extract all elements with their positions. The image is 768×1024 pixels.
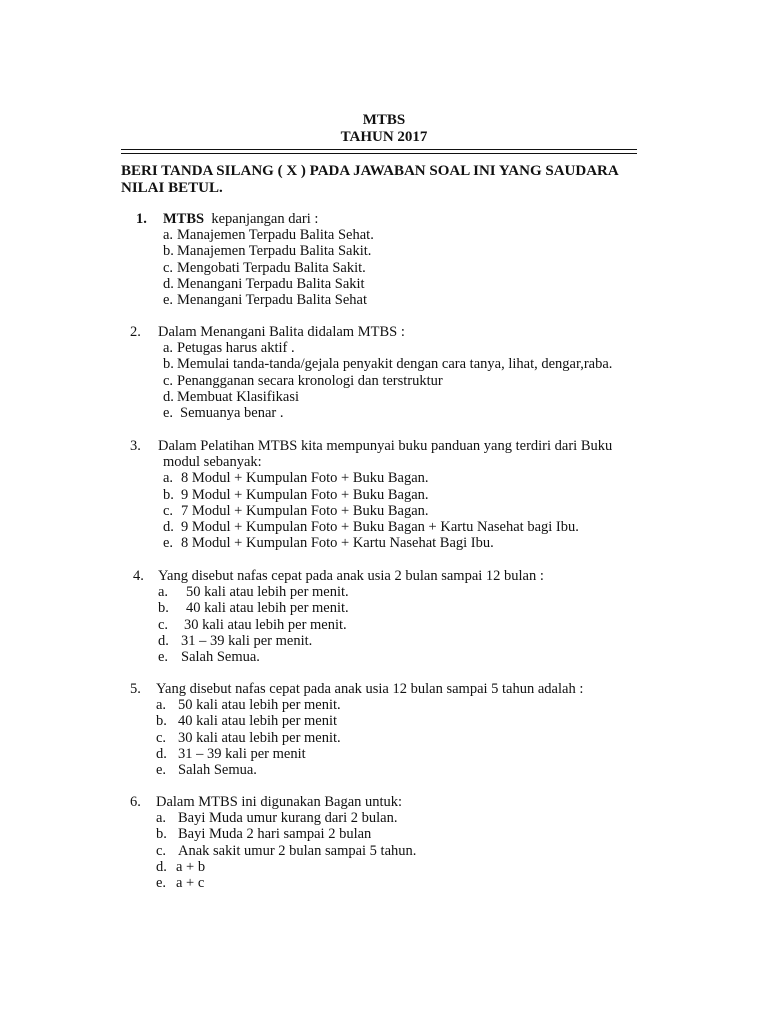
option-label: d. [163, 518, 174, 535]
option-text: Menangani Terpadu Balita Sakit [177, 275, 365, 292]
option-label: c. [163, 259, 174, 276]
option-label: e. [156, 874, 167, 891]
option-text: Mengobati Terpadu Balita Sakit. [177, 259, 366, 276]
document-title: MTBS [362, 112, 406, 128]
option-text: Salah Semua. [178, 761, 257, 778]
question-2 [0, 324, 768, 421]
option-text: Bayi Muda umur kurang dari 2 bulan. [178, 810, 398, 827]
question-text: Dalam Menangani Balita didalam MTBS : [158, 324, 405, 340]
option-text: 9 Modul + Kumpulan Foto + Buku Bagan + Kartu Nasehat bagi Ibu. [181, 518, 579, 535]
question-number: 6. [130, 794, 141, 810]
option-text: 50 kali atau lebih per menit. [186, 584, 349, 601]
option-text: 31 – 39 kali per menit. [181, 632, 313, 649]
option-text: Menangani Terpadu Balita Sehat [177, 291, 367, 308]
question-text-continued: modul sebanyak: [163, 454, 262, 471]
option-text: 40 kali atau lebih per menit. [186, 600, 349, 617]
instruction-line-1: BERI TANDA SILANG ( X ) PADA JAWABAN SOAL INI YANG SAUDARA [121, 163, 619, 179]
question-number: 1. [136, 211, 147, 227]
option-text: Membuat Klasifikasi [177, 388, 300, 405]
question-keyword: MTBS [163, 211, 205, 227]
option-text: Memulai tanda-tanda/gejala penyakit dengan cara tanya, lihat, dengar,raba. [177, 356, 613, 373]
option-text: Manajemen Terpadu Balita Sakit. [177, 243, 372, 260]
option-text: Manajemen Terpadu Balita Sehat. [177, 227, 374, 244]
question-number: 3. [130, 438, 141, 454]
option-label: b. [158, 600, 169, 617]
question-1 [0, 211, 768, 308]
option-text: 30 kali atau lebih per menit. [178, 729, 341, 746]
option-label: a. [156, 810, 167, 827]
option-text: a + c [176, 874, 205, 891]
option-label: b. [163, 243, 174, 260]
question-text: Yang disebut nafas cepat pada anak usia 12 bulan sampai 5 tahun adalah : [156, 681, 584, 697]
question-text: Dalam Pelatihan MTBS kita mempunyai buku panduan yang terdiri dari Buku [158, 438, 613, 454]
question-4 [0, 568, 768, 665]
option-text: Semuanya benar . [180, 404, 284, 421]
option-label: e. [163, 291, 174, 308]
option-label: e. [163, 404, 174, 421]
question-text [163, 211, 318, 227]
instruction-line-2: NILAI BETUL. [121, 180, 223, 196]
option-label: d. [158, 632, 169, 649]
option-text: 7 Modul + Kumpulan Foto + Buku Bagan. [181, 502, 429, 519]
option-label: c. [156, 729, 167, 746]
option-label: c. [156, 842, 167, 859]
option-label: a. [163, 470, 174, 487]
option-text: 8 Modul + Kumpulan Foto + Kartu Nasehat Bagi Ibu. [181, 535, 494, 552]
option-text: 9 Modul + Kumpulan Foto + Buku Bagan. [181, 486, 429, 503]
option-text: Bayi Muda 2 hari sampai 2 bulan [178, 826, 372, 843]
question-number: 4. [133, 568, 144, 584]
option-label: d. [163, 388, 174, 405]
option-label: e. [158, 648, 169, 665]
option-label: b. [163, 356, 174, 373]
option-label: c. [163, 502, 174, 519]
question-text: Yang disebut nafas cepat pada anak usia 2 bulan sampai 12 bulan : [158, 568, 544, 584]
option-label: b. [163, 486, 174, 503]
option-text: Salah Semua. [181, 648, 260, 665]
question-3 [0, 438, 768, 551]
option-text: 31 – 39 kali per menit [178, 745, 306, 762]
option-label: e. [163, 535, 174, 552]
option-label: d. [156, 858, 167, 875]
option-label: c. [158, 616, 169, 633]
option-text: 8 Modul + Kumpulan Foto + Buku Bagan. [181, 470, 429, 487]
option-label: b. [156, 826, 167, 843]
option-label: d. [163, 275, 174, 292]
option-label: b. [156, 713, 167, 730]
question-text: Dalam MTBS ini digunakan Bagan untuk: [156, 794, 403, 810]
option-label: a. [156, 697, 167, 714]
option-text: a + b [176, 858, 206, 875]
question-text-rest: kepanjangan dari : [211, 211, 319, 227]
option-label: a. [163, 227, 174, 244]
option-text: Petugas harus aktif . [177, 340, 295, 357]
option-text: 30 kali atau lebih per menit. [184, 616, 347, 633]
option-label: e. [156, 761, 167, 778]
option-text: 40 kali atau lebih per menit [178, 713, 338, 730]
question-6 [0, 794, 768, 891]
question-number: 2. [130, 324, 141, 340]
header-divider [121, 149, 637, 154]
question-number: 5. [130, 681, 141, 697]
option-label: a. [163, 340, 174, 357]
option-text: Penangganan secara kronologi dan terstruktur [177, 372, 443, 389]
option-label: d. [156, 745, 167, 762]
option-label: a. [158, 584, 169, 601]
option-label: c. [163, 372, 174, 389]
option-text: 50 kali atau lebih per menit. [178, 697, 341, 714]
document-year: TAHUN 2017 [340, 129, 428, 145]
option-text: Anak sakit umur 2 bulan sampai 5 tahun. [178, 842, 417, 859]
question-5 [0, 681, 768, 778]
